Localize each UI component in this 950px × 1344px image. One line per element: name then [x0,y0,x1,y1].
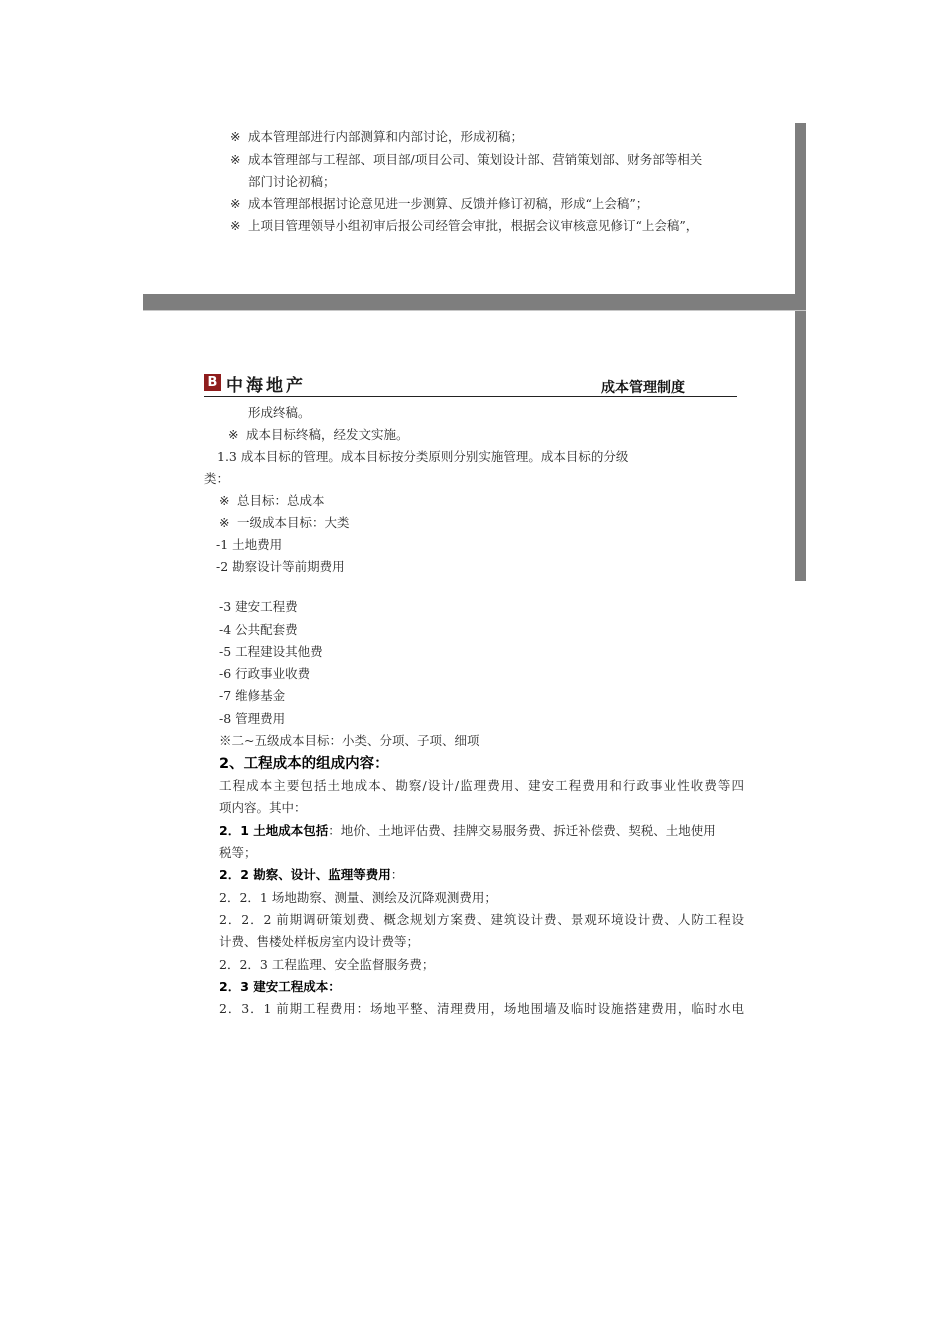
cost-category: -8 管理费用 [219,711,286,726]
subsection-2-1 [219,821,744,839]
upper-item-text: 成本管理部进行内部测算和内部讨论，形成初稿； [248,129,524,144]
page-shadow-bottom [143,294,806,310]
body-line: ※二~五级成本目标：小类、分项、子项、细项 [219,733,480,748]
body-line-text: 成本目标终稿，经发文实施。 [246,427,409,442]
cost-category: -7 维修基金 [219,688,286,703]
upper-item-4 [230,216,698,234]
cost-category: -3 建安工程费 [219,599,298,614]
subsection-text: ：地价、土地评估费、挂牌交易服务费、拆迁补偿费、契税、土地使用 [328,823,716,838]
paragraph-line: 2．2．1 场地勘察、测量、测绘及沉降观测费用； [219,890,497,905]
page-shadow-right [795,123,806,581]
reference-mark: ※ [230,129,241,144]
upper-item-text: 部门讨论初稿； [248,174,336,189]
company-name: 中海地产 [226,376,306,396]
paragraph-line: 2．2．3 工程监理、安全监督服务费； [219,957,435,972]
body-line [219,491,325,509]
paragraph-line: 税等； [219,845,257,860]
cost-category: -5 工程建设其他费 [219,644,323,659]
reference-mark: ※ [228,427,239,442]
subsection-text: ： [390,867,404,882]
paragraph-line: 2．2．2 前期调研策划费、概念规划方案费、建筑设计费、景观环境设计费、人防工程设 [219,912,744,927]
cost-category: -2 勘察设计等前期费用 [216,559,345,574]
reference-mark: ※ [230,152,241,167]
body-line [219,513,350,531]
body-line [228,425,409,443]
subsection-label: 2．2 勘察、设计、监理等费用 [219,867,391,882]
reference-mark: ※ [230,218,241,233]
paragraph-line: 工程成本主要包括土地成本、勘察/设计/监理费用、建安工程费用和行政事业性收费等四 [219,778,744,793]
section-heading: 2、工程成本的组成内容： [219,756,389,772]
body-line: 类： [204,471,230,486]
body-line-text: 一级成本目标：大类 [237,515,350,530]
upper-item-text: 上项目管理领导小组初审后报公司经管会审批，根据会议审核意见修订“上会稿”， [248,218,699,233]
cost-category: -1 土地费用 [216,537,283,552]
cost-category: -6 行政事业收费 [219,666,311,681]
upper-item-2-continued [248,172,336,190]
cost-category: -4 公共配套费 [219,622,298,637]
paragraph-line: 计费、售楼处样板房室内设计费等； [219,934,420,949]
company-logo-icon: B [204,374,221,391]
subsection-label: 2．1 土地成本包括 [219,823,329,838]
header-rule [204,396,737,397]
reference-mark: ※ [219,515,230,530]
paragraph-line: 项内容。其中： [219,800,307,815]
page-divider [143,310,806,311]
upper-item-1 [230,127,523,145]
body-line-text: 总目标：总成本 [237,493,325,508]
body-line: 1.3 成本目标的管理。成本目标按分类原则分别实施管理。成本目标的分级 [217,449,629,464]
reference-mark: ※ [219,493,230,508]
subsection-2-2 [219,865,403,883]
paragraph-line: 2．3．1 前期工程费用：场地平整、清理费用，场地围墙及临时设施搭建费用，临时水电 [219,1001,744,1016]
document-title: 成本管理制度 [601,380,685,396]
upper-item-text: 成本管理部与工程部、项目部/项目公司、策划设计部、营销策划部、财务部等相关 [248,152,703,167]
subsection-2-3-label: 2．3 建安工程成本： [219,979,341,994]
reference-mark: ※ [230,196,241,211]
upper-item-2 [230,150,702,168]
body-line: 形成终稿。 [248,405,311,420]
upper-item-3 [230,194,648,212]
upper-item-text: 成本管理部根据讨论意见进一步测算、反馈并修订初稿，形成“上会稿”； [248,196,649,211]
